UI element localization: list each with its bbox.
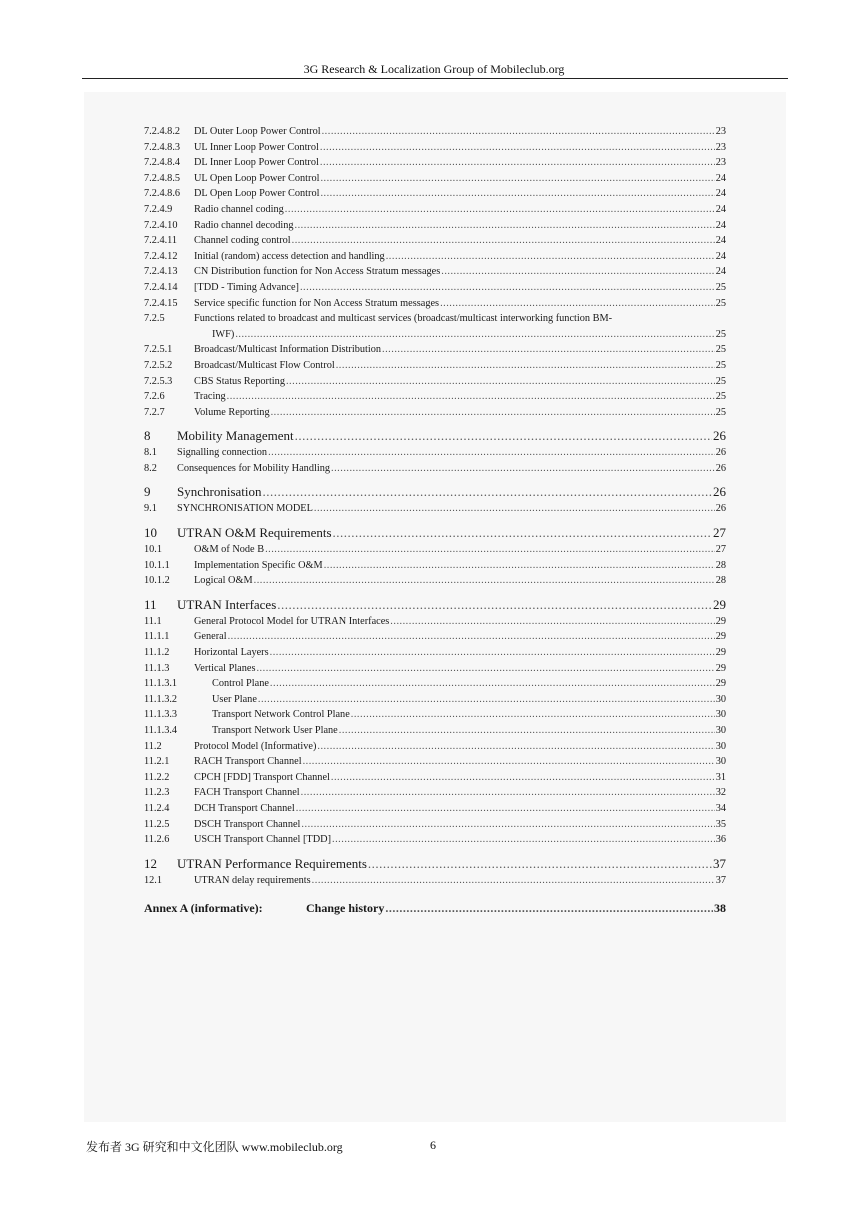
toc-entry-number: 7.2.4.10 — [144, 219, 178, 231]
toc-entry-page: 25 — [715, 391, 726, 403]
dot-leader — [295, 218, 715, 234]
toc-entry-number: 11.1.3.2 — [144, 693, 178, 705]
toc-entry-number: 10 — [144, 525, 157, 541]
toc-chapter-entry[interactable] — [144, 596, 726, 614]
toc-chapter-entry[interactable] — [144, 427, 726, 445]
toc-entry-number: 11.2.6 — [144, 834, 170, 846]
dot-leader — [320, 155, 715, 171]
toc-entry-title: Protocol Model (Informative) — [194, 740, 317, 752]
toc-entry-page: 26 — [715, 462, 726, 474]
toc-entry-number: 12 — [144, 855, 157, 871]
dot-leader — [300, 280, 715, 296]
toc-entry-number: 8.2 — [144, 462, 157, 474]
toc-entry[interactable] — [144, 629, 726, 645]
toc-entry[interactable] — [144, 405, 726, 421]
toc-entry-number: 11.1.3 — [144, 662, 170, 674]
toc-entry[interactable] — [144, 873, 726, 889]
toc-entry-number: 7.2.7 — [144, 406, 165, 418]
dot-leader — [368, 855, 712, 873]
toc-entry-title: Radio channel coding — [194, 203, 284, 215]
toc-entry-title: Mobility Management — [177, 428, 294, 444]
toc-entry-page: 30 — [715, 709, 726, 721]
dot-leader — [440, 296, 715, 312]
toc-entry[interactable] — [144, 573, 726, 589]
toc-entry[interactable] — [144, 661, 726, 677]
toc-entry[interactable] — [144, 754, 726, 770]
toc-entry[interactable] — [144, 249, 726, 265]
toc-entry-page: 29 — [713, 596, 726, 612]
toc-entry-title: Consequences for Mobility Handling — [177, 462, 331, 474]
toc-entry-page: 27 — [713, 525, 726, 541]
toc-entry-number: 10.1.1 — [144, 559, 170, 571]
toc-entry-page: 29 — [715, 615, 726, 627]
toc-entry-title: Radio channel decoding — [194, 219, 294, 231]
toc-entry-page: 23 — [715, 157, 726, 169]
toc-entry-title: Volume Reporting — [194, 406, 270, 418]
toc-entry-number: 8.1 — [144, 447, 157, 459]
toc-entry-title: Control Plane — [212, 678, 269, 690]
toc-entry-number: 7.2.4.8.6 — [144, 188, 181, 200]
toc-entry-page: 30 — [715, 725, 726, 736]
toc-entry[interactable] — [144, 311, 726, 342]
toc-entry-page: 29 — [715, 631, 726, 643]
dot-leader — [331, 461, 715, 477]
toc-entry-page: 25 — [715, 328, 726, 340]
toc-entry-title: CPCH [FDD] Transport Channel — [194, 771, 330, 783]
toc-entry-number: 9 — [144, 484, 151, 500]
toc-entry-title: Logical O&M — [194, 575, 253, 587]
toc-entry-title: General Protocol Model for UTRAN Interfaces — [194, 615, 390, 627]
toc-entry[interactable] — [144, 233, 726, 249]
toc-entry-title: FACH Transport Channel — [194, 787, 300, 799]
toc-entry[interactable] — [144, 739, 726, 755]
dot-leader — [324, 558, 715, 574]
toc-entry[interactable] — [144, 542, 726, 558]
toc-entry-number: 7.2.4.12 — [144, 250, 178, 262]
toc-entry-number: 7.2.4.15 — [144, 297, 178, 309]
toc-chapter-entry[interactable] — [144, 524, 726, 542]
toc-entry-title: O&M of Node B — [194, 544, 265, 556]
toc-entry-number: 7.2.5 — [144, 313, 165, 325]
toc-entry-page: 28 — [715, 559, 726, 571]
toc-entry[interactable] — [144, 358, 726, 374]
toc-entry-title: Synchronisation — [177, 484, 262, 500]
toc-entry-number: 11.2.1 — [144, 756, 170, 768]
toc-entry-number: 7.2.5.3 — [144, 375, 173, 387]
toc-entry-page: 24 — [715, 266, 726, 278]
toc-entry-title-continued: IWF) — [212, 328, 235, 340]
toc-entry-number: 12.1 — [144, 874, 163, 886]
toc-entry-page: 31 — [715, 771, 726, 783]
header-rule — [82, 78, 788, 79]
toc-entry-page: 35 — [715, 818, 726, 830]
toc-entry[interactable] — [144, 723, 726, 739]
toc-entry-title: [TDD - Timing Advance] — [194, 281, 299, 293]
annex-page: 38 — [714, 901, 726, 916]
toc-entry-page: 29 — [715, 662, 726, 674]
toc-entry-page: 30 — [715, 740, 726, 752]
dot-leader — [339, 723, 715, 739]
toc-entry-title: Transport Network Control Plane — [212, 709, 350, 721]
toc-entry-number: 7.2.4.9 — [144, 203, 173, 215]
toc-entry-number: 11.2.4 — [144, 802, 170, 814]
toc-entry-title: UL Open Loop Power Control — [194, 172, 320, 184]
dot-leader — [322, 124, 715, 140]
dot-leader — [385, 898, 713, 918]
toc-entry-title: DL Outer Loop Power Control — [194, 126, 321, 137]
toc-entry-title: Initial (random) access detection and handling — [194, 250, 385, 262]
toc-entry-number: 11.1.3.3 — [144, 709, 178, 721]
dot-leader — [301, 817, 714, 833]
toc-entry[interactable] — [144, 614, 726, 630]
dot-leader — [254, 573, 715, 589]
toc-entry-title: Channel coding control — [194, 235, 291, 247]
toc-entry-page: 30 — [715, 693, 726, 705]
dot-leader — [270, 645, 715, 661]
page-footer: 发布者 3G 研究和中文化团队 www.mobileclub.org — [86, 1140, 343, 1154]
dot-leader — [296, 801, 715, 817]
dot-leader — [227, 389, 715, 405]
toc-entry-title: General — [194, 631, 227, 643]
toc-entry-title: User Plane — [212, 693, 257, 705]
toc-entry-title: UTRAN Performance Requirements — [177, 855, 367, 871]
dot-leader — [301, 785, 715, 801]
toc-entry-number: 7.2.4.14 — [144, 281, 178, 293]
dot-leader — [320, 171, 714, 187]
toc-entry-number: 11.2 — [144, 740, 162, 752]
toc-entry-title: DCH Transport Channel — [194, 802, 295, 814]
toc-entry-title: UTRAN O&M Requirements — [177, 525, 332, 541]
toc-entry-page: 26 — [713, 428, 726, 444]
toc-entry-title: UL Inner Loop Power Control — [194, 141, 319, 153]
toc-entry-title: CBS Status Reporting — [194, 375, 285, 387]
toc-entry-number: 8 — [144, 428, 151, 444]
toc-entry-page: 26 — [715, 503, 726, 515]
dot-leader — [271, 405, 715, 421]
toc-chapter-entry[interactable] — [144, 483, 726, 501]
toc-entry-number: 11.1.3.4 — [144, 725, 178, 736]
dot-leader — [312, 873, 715, 889]
dot-leader — [258, 692, 715, 708]
dot-leader — [277, 596, 712, 614]
toc-entry-page: 37 — [715, 874, 726, 886]
toc-entry[interactable] — [144, 832, 726, 848]
toc-entry[interactable] — [144, 264, 726, 280]
toc-entry-page: 34 — [715, 802, 726, 814]
dot-leader — [286, 374, 715, 390]
toc-entry-number: 11.1.2 — [144, 647, 170, 659]
dot-leader — [285, 202, 715, 218]
toc-entry-title: Transport Network User Plane — [212, 725, 338, 736]
toc-entry[interactable] — [144, 770, 726, 786]
page-header: 3G Research & Localization Group of Mobileclub.org — [303, 62, 565, 76]
dot-leader — [263, 483, 713, 501]
toc-entry-page: 30 — [715, 756, 726, 768]
toc-entry[interactable] — [144, 801, 726, 817]
toc-entry-page: 24 — [715, 219, 726, 231]
dot-leader — [303, 754, 715, 770]
dot-leader — [382, 342, 715, 358]
toc-entry-page: 29 — [715, 678, 726, 690]
toc-entry-number: 7.2.4.8.2 — [144, 126, 181, 137]
toc-entry-page: 25 — [715, 344, 726, 356]
toc-entry-page: 23 — [715, 141, 726, 153]
dot-leader — [256, 661, 714, 677]
toc-entry-page: 25 — [715, 297, 726, 309]
toc-entry[interactable] — [144, 558, 726, 574]
dot-leader — [386, 249, 715, 265]
toc-entry-number: 7.2.4.8.5 — [144, 172, 181, 184]
toc-entry[interactable] — [144, 342, 726, 358]
toc-entry-title: UTRAN Interfaces — [177, 596, 277, 612]
toc-entry[interactable] — [144, 171, 726, 187]
toc-entry[interactable] — [144, 645, 726, 661]
toc-chapter-entry[interactable] — [144, 855, 726, 873]
toc-entry-page: 37 — [713, 855, 726, 871]
toc-entry[interactable] — [144, 692, 726, 708]
toc-entry-title: Implementation Specific O&M — [194, 559, 323, 571]
toc-entry[interactable] — [144, 707, 726, 723]
dot-leader — [228, 629, 715, 645]
dot-leader — [268, 445, 715, 461]
toc-entry[interactable] — [144, 202, 726, 218]
toc-entry-title: CN Distribution function for Non Access Stratum messages — [194, 266, 441, 278]
toc-entry-title: USCH Transport Channel [TDD] — [194, 834, 332, 846]
toc-entry-title: Broadcast/Multicast Flow Control — [194, 359, 335, 371]
dot-leader — [265, 542, 715, 558]
toc-entry[interactable] — [144, 155, 726, 171]
toc-entry-page: 36 — [715, 834, 726, 846]
dot-leader — [336, 358, 715, 374]
toc-entry[interactable] — [144, 676, 726, 692]
dot-leader — [314, 501, 715, 517]
toc-entry[interactable] — [144, 501, 726, 517]
toc-entry-page: 24 — [715, 188, 726, 200]
toc-entry-number: 9.1 — [144, 503, 157, 515]
toc-entry-page: 24 — [715, 203, 726, 215]
toc-entry-title: UTRAN delay requirements — [194, 874, 311, 886]
annex-label: Annex A (informative): — [144, 901, 263, 916]
toc-entry-title: Functions related to broadcast and multicast services (broadcast/multicast interworking function BM- — [194, 313, 613, 325]
toc-entry-page: 25 — [715, 375, 726, 387]
toc-entry-title: DL Inner Loop Power Control — [194, 157, 319, 169]
toc-entry-title: Signalling connection — [177, 447, 268, 459]
dot-leader — [270, 676, 715, 692]
toc-entry[interactable] — [144, 124, 726, 140]
page-number: 6 — [430, 1138, 436, 1152]
toc-entry-number: 10.1.2 — [144, 575, 170, 587]
toc-entry-page: 29 — [715, 647, 726, 659]
toc-entry[interactable] — [144, 817, 726, 833]
toc-entry-title: DSCH Transport Channel — [194, 818, 301, 830]
toc-entry[interactable] — [144, 445, 726, 461]
dot-leader — [331, 770, 715, 786]
toc-entry-page: 26 — [715, 447, 726, 459]
toc-entry[interactable] — [144, 186, 726, 202]
toc-entry-number: 10.1 — [144, 544, 163, 556]
dot-leader — [441, 264, 714, 280]
toc-annex-entry[interactable] — [144, 898, 726, 918]
toc-entry[interactable] — [144, 140, 726, 156]
dot-leader — [351, 707, 715, 723]
toc-entry-title: Horizontal Layers — [194, 647, 269, 659]
toc-entry[interactable] — [144, 461, 726, 477]
toc-entry-page: 23 — [715, 126, 726, 137]
toc-entry-title: DL Open Loop Power Control — [194, 188, 320, 200]
dot-leader — [292, 233, 715, 249]
table-of-contents — [144, 124, 726, 918]
toc-entry-number: 7.2.5.1 — [144, 344, 173, 356]
toc-entry-number: 11.2.5 — [144, 818, 170, 830]
toc-entry-number: 11.2.3 — [144, 787, 170, 799]
toc-entry-page: 25 — [715, 281, 726, 293]
dot-leader — [332, 832, 715, 848]
toc-entry-number: 7.2.4.8.3 — [144, 141, 181, 153]
toc-entry-page: 24 — [715, 250, 726, 262]
toc-entry-number: 11.1 — [144, 615, 162, 627]
toc-entry[interactable] — [144, 374, 726, 390]
dot-leader — [295, 427, 712, 445]
toc-entry-title: SYNCHRONISATION MODEL — [177, 503, 313, 515]
toc-entry-page: 26 — [713, 484, 726, 500]
toc-entry-page: 25 — [715, 359, 726, 371]
dot-leader — [235, 327, 714, 343]
toc-entry-page: 27 — [715, 544, 726, 556]
toc-entry-page: 24 — [715, 235, 726, 247]
toc-entry[interactable] — [144, 218, 726, 234]
toc-entry-number: 11.1.3.1 — [144, 678, 178, 690]
toc-entry-page: 32 — [715, 787, 726, 799]
toc-entry-title: RACH Transport Channel — [194, 756, 302, 768]
toc-entry-title: Service specific function for Non Access Stratum messages — [194, 297, 440, 309]
dot-leader — [320, 186, 714, 202]
toc-entry-page: 24 — [715, 172, 726, 184]
toc-entry[interactable] — [144, 280, 726, 296]
toc-entry[interactable] — [144, 389, 726, 405]
toc-entry-number: 11 — [144, 596, 157, 612]
toc-entry[interactable] — [144, 296, 726, 312]
toc-entry-number: 7.2.4.13 — [144, 266, 178, 278]
toc-entry-number: 7.2.4.11 — [144, 235, 178, 247]
dot-leader — [333, 524, 712, 542]
toc-entry-title: Broadcast/Multicast Information Distribution — [194, 344, 382, 356]
toc-entry-page: 25 — [715, 406, 726, 418]
dot-leader — [317, 739, 714, 755]
dot-leader — [320, 140, 715, 156]
toc-entry[interactable] — [144, 785, 726, 801]
toc-entry-number: 7.2.4.8.4 — [144, 157, 181, 169]
toc-entry-number: 7.2.6 — [144, 391, 165, 403]
dot-leader — [390, 614, 714, 630]
toc-entry-page: 28 — [715, 575, 726, 587]
toc-entry-number: 7.2.5.2 — [144, 359, 173, 371]
annex-title: Change history — [306, 901, 385, 916]
toc-entry-number: 11.2.2 — [144, 771, 170, 783]
toc-entry-title: Tracing — [194, 391, 226, 403]
toc-entry-number: 11.1.1 — [144, 631, 170, 643]
toc-entry-title: Vertical Planes — [194, 662, 256, 674]
